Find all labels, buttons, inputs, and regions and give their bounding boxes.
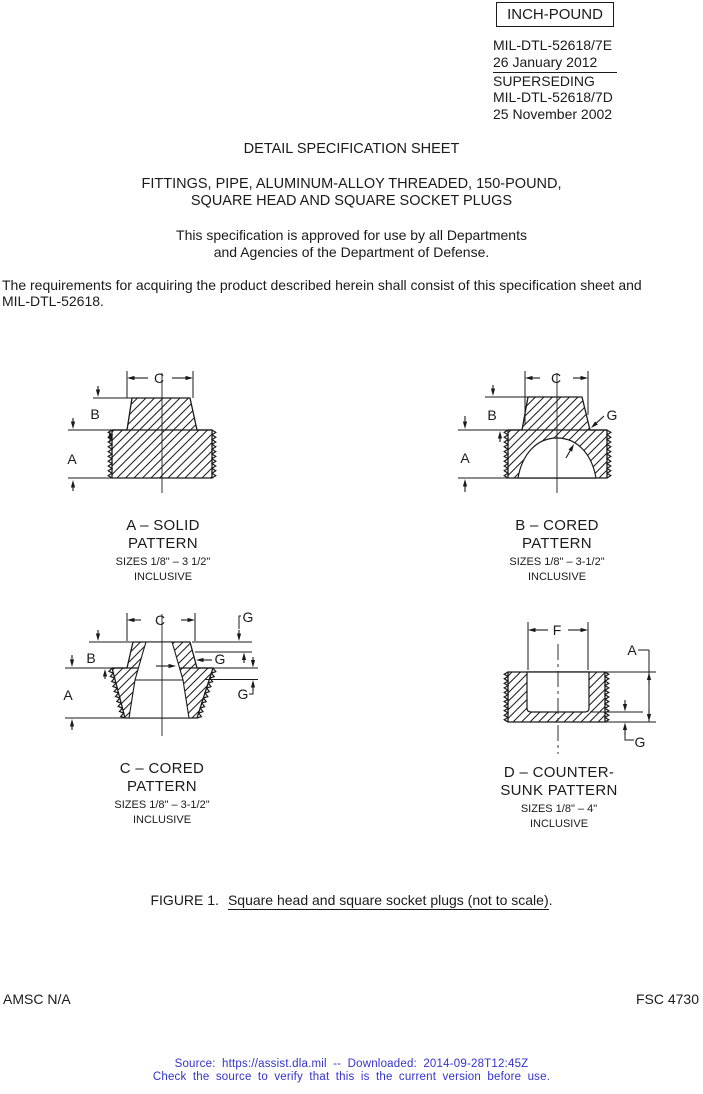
dim-a-arrow-bottom bbox=[647, 709, 651, 722]
cored-lower-cavity bbox=[129, 680, 189, 718]
caption-c-line2: PATTERN bbox=[127, 778, 197, 795]
caption-a bbox=[60, 517, 266, 584]
dim-label-a: A bbox=[627, 642, 637, 658]
subject-line-2: SQUARE HEAD AND SQUARE SOCKET PLUGS bbox=[190, 192, 513, 209]
drawing-c-cored-pattern bbox=[55, 600, 335, 838]
drawing-d-countersunk-pattern bbox=[440, 608, 703, 848]
dim-g1-arrow-top bbox=[237, 630, 241, 641]
verify-line: Check the source to verify that this is the current version before use. bbox=[152, 1071, 551, 1083]
dim-g3-arrow-top bbox=[251, 657, 255, 668]
figure-caption-period: . bbox=[548, 892, 553, 908]
figure-caption bbox=[0, 892, 703, 908]
requirements-line-2: MIL-DTL-52618. bbox=[2, 292, 104, 309]
page-title: DETAIL SPECIFICATION SHEET bbox=[243, 141, 460, 157]
caption-c bbox=[55, 760, 269, 827]
subject-block bbox=[0, 176, 703, 209]
dim-a-arrow-top bbox=[70, 655, 74, 667]
dim-label-a: A bbox=[460, 450, 470, 466]
dim-f-arrow-right bbox=[568, 628, 588, 632]
dim-label-f: F bbox=[552, 622, 562, 638]
dim-label-g1: G bbox=[242, 609, 254, 625]
drawing-b-canvas bbox=[440, 365, 700, 510]
caption-c-inclusive: INCLUSIVE bbox=[132, 814, 192, 826]
dim-a-arrow-bottom bbox=[463, 479, 467, 492]
dim-b-arrow-top bbox=[96, 386, 100, 397]
amsc-code: AMSC N/A bbox=[3, 991, 71, 1007]
drawing-d-canvas bbox=[440, 608, 703, 763]
dim-label-a: A bbox=[63, 687, 73, 703]
inch-pound-box: INCH-POUND bbox=[496, 2, 614, 27]
caption-b-line1: B – CORED bbox=[515, 517, 599, 534]
fsc-code: FSC 4730 bbox=[635, 991, 699, 1007]
dim-a-arrow-top bbox=[647, 673, 651, 685]
dim-label-g: G bbox=[634, 734, 646, 750]
requirements-paragraph bbox=[2, 278, 702, 309]
subject-line-1: FITTINGS, PIPE, ALUMINUM-ALLOY THREADED, 150-POUND, bbox=[141, 176, 562, 192]
dim-g-leader-arrow bbox=[591, 416, 604, 428]
dim-label-b: B bbox=[86, 650, 96, 666]
superseded-date: 25 November 2002 bbox=[493, 106, 613, 123]
dim-label-b: B bbox=[487, 407, 497, 423]
caption-b-line2: PATTERN bbox=[522, 535, 592, 552]
dim-b-arrow-top bbox=[96, 630, 100, 641]
dim-label-a: A bbox=[67, 451, 77, 467]
doc-id: MIL-DTL-52618/7E bbox=[493, 37, 613, 53]
download-note bbox=[0, 1058, 703, 1084]
caption-d-line2: SUNK PATTERN bbox=[500, 782, 618, 799]
dim-g-arrow-bottom bbox=[623, 723, 627, 736]
caption-b-sizes: SIZES 1/8" – 3-1/2" bbox=[509, 556, 605, 568]
caption-d-inclusive: INCLUSIVE bbox=[529, 818, 589, 830]
figure-caption-prefix: FIGURE 1. bbox=[150, 892, 219, 908]
caption-c-line1: C – CORED bbox=[119, 760, 205, 777]
dim-c-arrow-left bbox=[127, 618, 141, 622]
caption-d bbox=[440, 764, 678, 831]
dim-label-c: C bbox=[154, 612, 166, 628]
approval-line-1: This specification is approved for use by all Departments bbox=[176, 227, 527, 243]
caption-c-sizes: SIZES 1/8" – 3-1/2" bbox=[114, 799, 210, 811]
dim-a-arrow-top bbox=[71, 418, 75, 429]
caption-d-line1: D – COUNTER- bbox=[503, 764, 615, 781]
document-id-block bbox=[493, 37, 617, 123]
dim-g-arrow-top bbox=[623, 700, 627, 712]
superseded-id: MIL-DTL-52618/7D bbox=[493, 89, 613, 106]
dim-label-b: B bbox=[90, 406, 100, 422]
caption-b-inclusive: INCLUSIVE bbox=[527, 571, 587, 583]
drawing-b-cored-pattern bbox=[440, 365, 700, 597]
caption-a-sizes: SIZES 1/8" – 3 1/2" bbox=[115, 556, 211, 568]
dim-label-g2: G bbox=[214, 651, 226, 667]
requirements-line-1: The requirements for acquiring the product described herein shall consist of this specification sheet and bbox=[2, 277, 642, 293]
drawing-a-solid-pattern bbox=[60, 365, 320, 597]
dim-label-c: C bbox=[153, 370, 165, 386]
dim-label-g3: G bbox=[237, 686, 249, 702]
dim-c-arrow-left bbox=[127, 376, 148, 380]
figure-caption-title: Square head and square socket plugs (not to scale) bbox=[227, 892, 549, 908]
dim-label-c: C bbox=[550, 370, 562, 386]
dim-c-arrow-right bbox=[573, 376, 588, 380]
dim-g1-arrow-bottom bbox=[242, 653, 246, 664]
dim-b-arrow-top bbox=[491, 385, 495, 396]
caption-d-sizes: SIZES 1/8" – 4" bbox=[520, 803, 598, 815]
approval-block bbox=[0, 227, 703, 260]
caption-a-line2: PATTERN bbox=[128, 535, 198, 552]
dim-c-arrow-left bbox=[525, 376, 540, 380]
dim-a-arrow-top bbox=[463, 416, 467, 429]
caption-a-inclusive: INCLUSIVE bbox=[133, 571, 193, 583]
dim-g2-arrow-outer bbox=[196, 658, 212, 662]
approval-line-2: and Agencies of the Department of Defense. bbox=[213, 243, 490, 260]
dim-a-arrow-bottom bbox=[70, 719, 74, 730]
dim-c-arrow-right bbox=[172, 376, 193, 380]
doc-date: 26 January 2012 bbox=[493, 54, 617, 73]
dim-label-g: G bbox=[606, 407, 618, 423]
superseding-label: SUPERSEDING bbox=[493, 72, 595, 89]
drawing-a-canvas bbox=[60, 365, 320, 510]
caption-a-line1: A – SOLID bbox=[126, 517, 200, 534]
caption-b bbox=[440, 517, 674, 584]
drawing-c-canvas bbox=[55, 600, 335, 750]
dim-f-arrow-left bbox=[528, 628, 548, 632]
dim-b-arrow-bottom bbox=[103, 669, 107, 679]
dim-g3-arrow-bottom bbox=[251, 680, 255, 691]
dim-a-arrow-bottom bbox=[71, 480, 75, 491]
source-line: Source: https://assist.dla.mil -- Downloaded: 2014-09-28T12:45Z bbox=[174, 1058, 529, 1070]
dim-b-arrow-bottom bbox=[498, 431, 502, 442]
dim-c-arrow-right bbox=[181, 618, 195, 622]
